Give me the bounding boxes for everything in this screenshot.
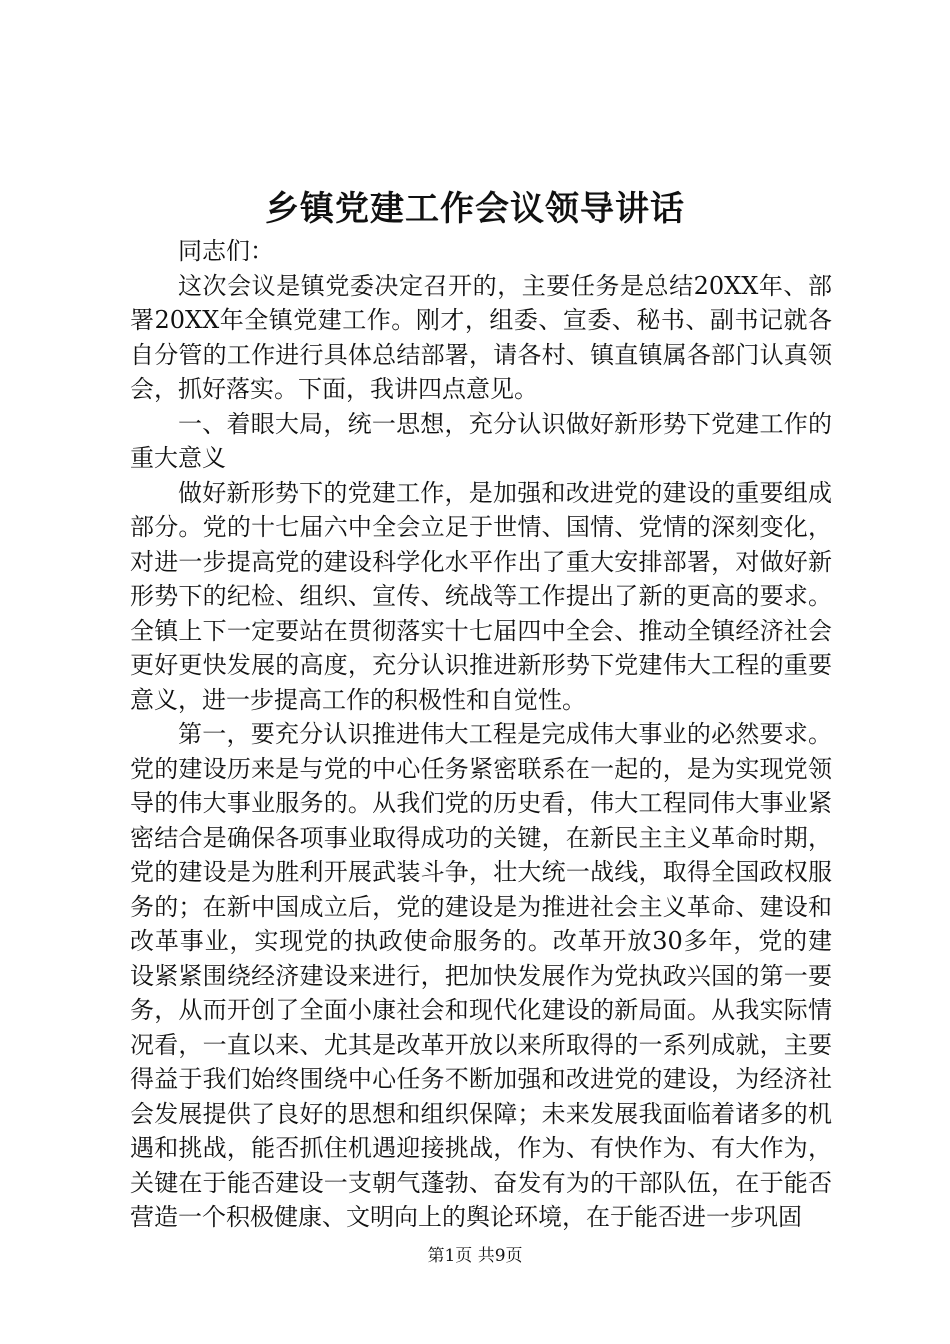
intro-paragraph: 这次会议是镇党委决定召开的，主要任务是总结20XX年、部署20XX年全镇党建工作。刚才，组委、宣委、秘书、副书记就各自分管的工作进行具体总结部署，请各村、镇直镇属各部门认真领会，抓好落实。下面，我讲四点意见。	[130, 271, 832, 403]
body-paragraph: 第一，要充分认识推进伟大工程是完成伟大事业的必然要求。党的建设历来是与党的中心任务紧密联系在一起的，是为实现党领导的伟大事业服务的。从我们党的历史看，伟大工程同伟大事业紧密结合是确保各项事业取得成功的关键，在新民主主义革命时期，党的建设是为胜利开展武装斗争，壮大统一战线，取得全国政权服务的；在新中国成立后，党的建设是为推进社会主义革命、建设和改革事业，实现党的执政使命服务的。改革开放30多年，党的建设紧紧围绕经济建设来进行，把加快发展作为党执政兴国的第一要务，从而开创了全面小康社会和现代化建设的新局面。从我实际情况看，一直以来、尤其是改革开放以来所取得的一系列成就，主要得益于我们始终围绕中心任务不断加强和改进党的建设，为经济社会发展提供了良好的思想和组织保障；未来发展我面临着诸多的机遇和挑战，能否抓住机遇迎接挑战，作为、有快作为、有大作为，关键在于能否建设一支朝气蓬勃、奋发有为的干部队伍，在于能否营造一个积极健康、文明向上的舆论环境，在于能否进一步巩固	[130, 720, 832, 1231]
document-title: 乡镇党建工作会议领导讲话	[265, 189, 685, 229]
salutation-paragraph: 同志们：	[178, 237, 274, 265]
section-heading-1: 一、着眼大局，统一思想，充分认识做好新形势下党建工作的重大意义	[130, 409, 832, 472]
body-paragraph: 做好新形势下的党建工作，是加强和改进党的建设的重要组成部分。党的十七届六中全会立足于世情、国情、党情的深刻变化，对进一步提高党的建设科学化水平作出了重大安排部署，对做好新形势下的纪检、组织、宣传、统战等工作提出了新的更高的要求。全镇上下一定要站在贯彻落实十七届四中全会、推动全镇经济社会更好更快发展的高度，充分认识推进新形势下党建伟大工程的重要意义，进一步提高工作的积极性和自觉性。	[130, 478, 832, 714]
page-footer: 第1页 共9页	[427, 1246, 523, 1266]
document-body	[130, 234, 832, 1235]
